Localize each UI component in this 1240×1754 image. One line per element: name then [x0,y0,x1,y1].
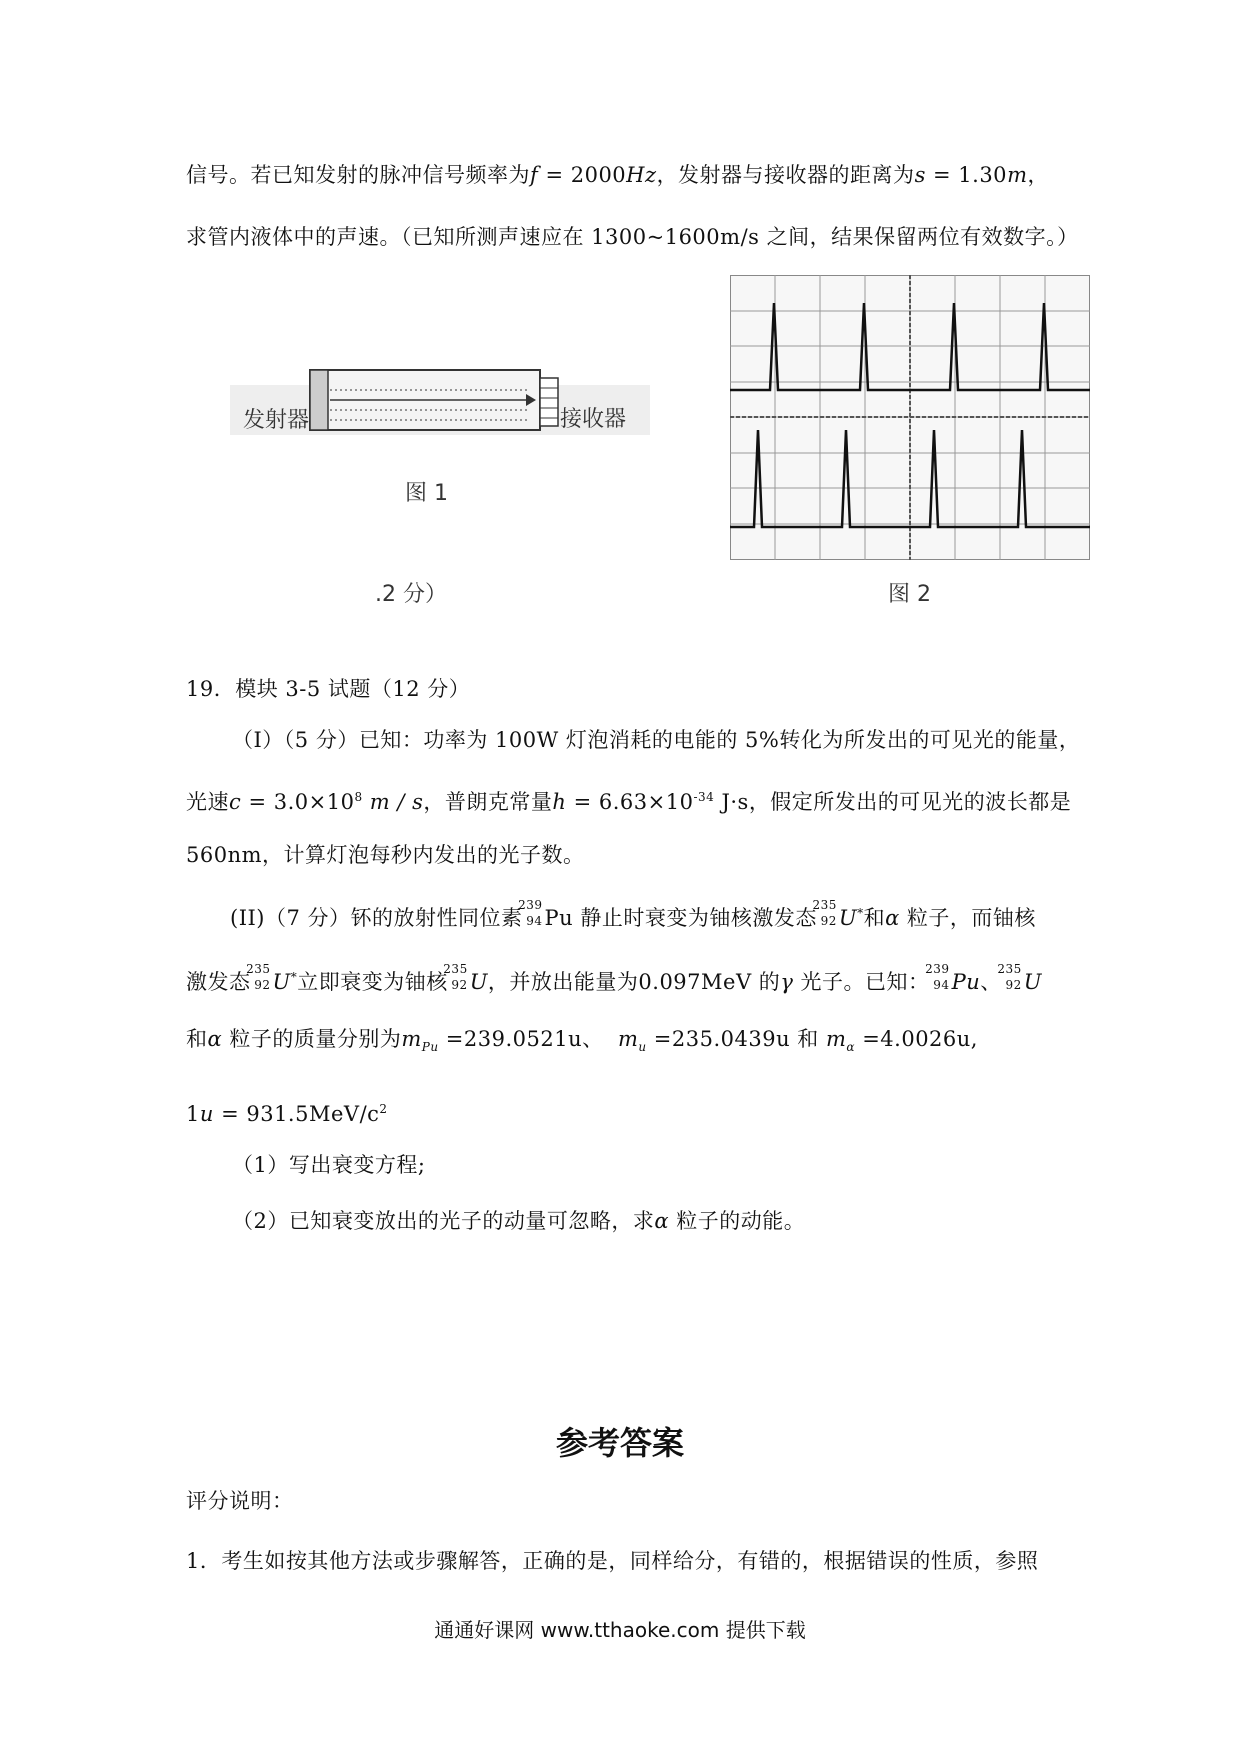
mass-pu-value: =239.0521u、 [438,1027,604,1051]
text: ， [1027,163,1049,187]
mass-var: m [826,1027,847,1051]
alpha-symbol: α [654,1209,670,1233]
u-var: u [199,1102,214,1126]
text: 和 [186,1027,208,1051]
p19-part2-line-3 [186,1024,978,1062]
dist-var: s [914,163,926,187]
p18-line-1 [186,160,1049,190]
freq-var: f [530,163,539,187]
u-symbol: U [272,970,291,994]
atomic-number: 92 [820,914,837,928]
p19-part2-line-2 [186,962,1042,997]
atomic-number: 92 [1005,978,1022,992]
figure-2-caption: 图 2 [888,582,931,607]
p19-part1-line-1: （I）（5 分）已知：功率为 100W 灯泡消耗的电能的 5%转化为所发出的可见光的能量， [232,728,1081,752]
pu-symbol: Pu [951,970,981,994]
atomic-number: 92 [451,978,468,992]
emitter-label: 发射器 [243,408,310,433]
text: (II)（7 分）钚的放射性同位素 [230,906,523,930]
p19-question-2 [232,1206,805,1236]
atomic-number: 92 [254,978,271,992]
page-footer: 通通好课网 www.tthaoke.com 提供下载 [434,1618,806,1642]
excited-star: * [857,906,864,920]
text: 立即衰变为铀核 [297,970,448,994]
p19-question-1: （1）写出衰变方程; [232,1153,426,1177]
c-value: = 3.0×10 [241,790,355,814]
text: 光子。已知： [793,970,930,994]
h-var: h [552,790,567,814]
excited-star: * [290,970,298,984]
freq-unit: Hz [626,163,657,187]
mass-pu-subscript: Pu [421,1040,439,1055]
scoring-item-1: 1．考生如按其他方法或步骤解答，正确的是，同样给分，有错的，根据错误的性质，参照 [186,1549,1039,1573]
atomic-number: 94 [526,914,543,928]
alpha-symbol: α [207,1027,223,1051]
text: = 931.5MeV/c [213,1102,380,1126]
gamma-symbol: γ [780,970,794,994]
text: 信号。若已知发射的脉冲信号频率为 [186,163,530,187]
p19-part1-line-3: 560nm，计算灯泡每秒内发出的光子数。 [186,843,585,867]
energy-value: 0.097MeV [638,970,752,994]
mass-u-value: =235.0439u 和 [646,1027,819,1051]
text: 的 [751,970,781,994]
freq-value: = 2000 [538,163,627,187]
alpha-symbol: α [885,906,900,930]
u-symbol: U [838,906,858,930]
h-value: = 6.63×10 [566,790,694,814]
mass-alpha-value: =4.0026u, [855,1027,978,1051]
mass-u-subscript: u [638,1040,647,1055]
scoring-title: 评分说明： [186,1489,294,1513]
p19-part2-line-1 [230,898,1036,933]
text: ，发射器与接收器的距离为 [656,163,915,187]
mass-number: 239 [518,898,543,912]
u-isotope [246,962,273,992]
c-exponent: 8 [354,790,363,804]
h-unit: J·s [714,790,749,814]
text: 粒子的质量分别为 [222,1027,402,1051]
mass-number: 239 [925,962,950,976]
text: 1 [186,1102,200,1126]
mass-number: 235 [443,962,468,976]
dist-unit: m [1007,163,1028,187]
p19-part1-line-2 [186,782,1071,817]
text: ，并放出能量为 [487,970,639,994]
pu-isotope [925,962,952,992]
mass-number: 235 [246,962,271,976]
u-isotope [443,962,470,992]
mass-number: 235 [997,962,1022,976]
pu-symbol: Pu [544,906,574,930]
u-symbol: U [1023,970,1042,994]
score-note: .2 分） [375,582,447,607]
h-exponent: -34 [693,790,715,804]
p18-line-2: 求管内液体中的声速。（已知所测声速应在 1300~1600m/s 之间，结果保留两位有效数字。） [186,225,1079,249]
text: ，普朗克常量 [423,790,553,814]
c-unit: m / s [362,790,424,814]
text: 光速 [186,790,229,814]
pu-isotope [518,898,545,928]
figure-1-caption: 图 1 [405,481,448,506]
mass-var: m [617,1027,639,1051]
text: 静止时衰变为铀核激发态 [573,906,817,930]
text: 和 [863,906,886,930]
separator: 、 [980,970,1002,994]
receiver-label: 接收器 [560,407,627,432]
mass-var: m [401,1027,422,1051]
text: 激发态 [186,970,251,994]
dist-value: = 1.30 [925,163,1008,187]
mass-alpha-subscript: α [846,1040,856,1055]
u-isotope [997,962,1024,992]
p19-part2-line-4 [186,1094,388,1129]
text: （2）已知衰变放出的光子的动量可忽略，求 [232,1209,655,1233]
u-isotope [812,898,839,928]
p19-title: 19．模块 3-5 试题（12 分） [186,677,471,701]
c-var: c [229,790,242,814]
text: 粒子的动能。 [669,1209,806,1233]
exponent: 2 [379,1102,388,1116]
text: ，假定所发出的可见光的波长都是 [748,790,1072,814]
u-symbol: U [469,970,488,994]
answers-heading: 参考答案 [555,1424,684,1462]
text: 粒子，而铀核 [899,906,1036,930]
figure-2-oscilloscope [730,275,1090,560]
mass-number: 235 [812,898,837,912]
atomic-number: 94 [933,978,950,992]
